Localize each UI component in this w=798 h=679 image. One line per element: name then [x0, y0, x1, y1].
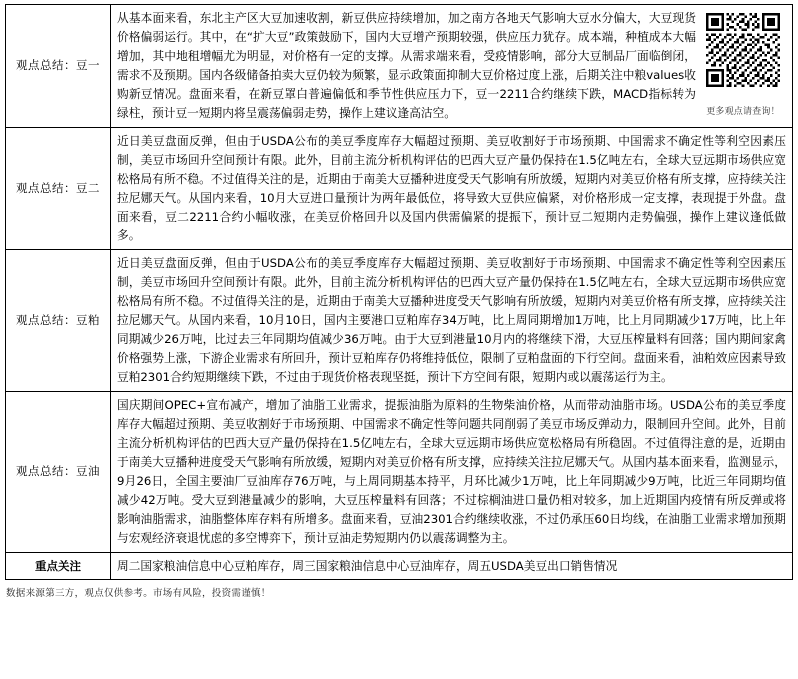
row-content-soybean-oil: [111, 392, 793, 553]
table-row: [6, 5, 793, 128]
row-text: 近日美豆盘面反弹，但由于USDA公布的美豆季度库存大幅超过预期、美豆收割好于市场预期、中国需求不确定性等利空因素压制，美豆市场回升空间预计有限。此外，目前主流分析机构评估的巴西大豆产量仍保持在1.5亿吨左右，全球大豆远期市场供应宽松格局有所不稳。不过值得关注的是，近期由于南美大豆播种进度受天气影响有所放缓，短期内对美豆价格有所支撑，应持续关注拉尼娜天气。从国内来看，10月10日，国内主要港口豆粕库存34万吨，比上周同期增加1万吨，比上月同期减少17万吨，比上年同期减少26万吨，比过去三年同期均值减少36万吨。由于大豆到港量10月内的将继续下滑，大豆压榨量料有回落；国内期间家禽价格强势上涨，下游企业需求有所回升，预计豆粕库存仍将维持低位，限制了豆粕盘面的下行空间。盘面来看，油粕效应因素导致豆粕2301合约短期继续下跌，不过由于现货价格表现坚挺，预计下方空间有限，短期内或以震荡运行为主。: [117, 256, 786, 385]
row-label-soybean-two: 观点总结：豆二: [6, 127, 111, 250]
qr-code-icon[interactable]: [706, 13, 780, 87]
row-text: 国庆期间OPEC+宣布减产，增加了油脂工业需求，提振油脂为原料的生物柴油价格，从而带动油脂市场。USDA公布的美豆季度库存大幅超过预期、美豆收割好于市场预期、中国需求不确定性等问题共同削弱了美豆市场反弹动力，限制回升空间。此外，目前主流分析机构评估的巴西大豆产量仍保持在1.5亿吨左右，全球大豆远期市场供应宽松格局有所稳固。不过值得注意的是，近期由于南美大豆播种进度受天气影响有所放缓，短期内对美豆价格有所支撑，应持续关注拉尼娜天气。从国内基本面来看，监测显示，9月26日，全国主要油厂豆油库存76万吨，与上周同期基本持平，月环比减少1万吨，比上年同期减少9万吨，比近三年同期均值减少42万吨。受大豆到港量减少的影响，大豆压榨量料有回落；不过棕榈油进口量仍相对较多，加上近期国内疫情有所反弹或将影响油脂需求，油脂整体库存料有所增多。盘面来看，豆油2301合约继续收涨，不过仍承压60日均线，在油脂工业需求增加预期与宏观经济衰退忧虑的多空博弈下，预计豆油走势短期内仍以震荡调整为主。: [117, 398, 786, 545]
row-label-focus: 重点关注: [6, 552, 111, 580]
viewpoint-table: [5, 4, 793, 580]
qr-block: [700, 13, 786, 120]
table-row: [6, 250, 793, 392]
table-row-focus: [6, 552, 793, 580]
table-row: [6, 392, 793, 553]
disclaimer-footer: 数据来源第三方，观点仅供参考。市场有风险，投资需谨慎！: [6, 588, 271, 600]
row-label-soybean-one: 观点总结：豆一: [6, 5, 111, 128]
row-content-soybean-meal: [111, 250, 793, 392]
viewpoint-table-body: [6, 5, 793, 580]
row-content-soybean-two: [111, 127, 793, 250]
report-page: [0, 4, 798, 679]
row-text: 从基本面来看，东北主产区大豆加速收割，新豆供应持续增加，加之南方各地天气影响大豆水分偏大，大豆现货价格偏弱运行。其中，在“扩大豆”政策鼓励下，国内大豆增产预期较强，供应压力犹存。成本端，种植成本大幅增加，其中地租增幅尤为明显，对价格有一定的支撑。从需求端来看，受疫情影响，部分大豆制品厂面临倒闭，需求不及预期。国内各级储备拍卖大豆仍较为频繁，显示政策面抑制大豆价格过度上涨，后期关注中粮values收购新豆情况。盘面来看，在新豆罩白普遍偏低和季节性供应压力下，豆一2211合约继续下跌，MACD指标转为绿柱，预计豆一短期内将呈震荡偏弱走势，操作上建议逢高沽空。: [117, 11, 696, 120]
row-label-soybean-meal: 观点总结：豆粕: [6, 250, 111, 392]
row-text: 近日美豆盘面反弹，但由于USDA公布的美豆季度库存大幅超过预期、美豆收割好于市场预期、中国需求不确定性等利空因素压制，美豆市场回升空间预计有限。此外，目前主流分析机构评估的巴西大豆产量仍保持在1.5亿吨左右，全球大豆远期市场供应宽松格局有所不稳。不过值得关注的是，近期由于南美大豆播种进度受天气影响有所放缓，短期内对美豆价格有所支撑，应持续关注拉尼娜天气。从国内来看，10月大豆进口量预计为两年最低位，将导致大豆供应偏紧，对价格形成一定支撑，表现提于外盘。盘面来看，豆二2211合约小幅收涨，在美豆价格回升以及国内供需偏紧的提振下，预计豆二短期内走势偏强，操作上建议逢低做多。: [117, 133, 786, 243]
row-label-soybean-oil: 观点总结：豆油: [6, 392, 111, 553]
table-row: [6, 127, 793, 250]
row-content-soybean-one: [111, 5, 793, 128]
qr-caption: 更多观点请查询！: [706, 107, 780, 117]
row-content-focus: 周二国家粮油信息中心豆粕库存，周三国家粮油信息中心豆油库存，周五USDA美豆出口销售情况: [111, 552, 793, 580]
